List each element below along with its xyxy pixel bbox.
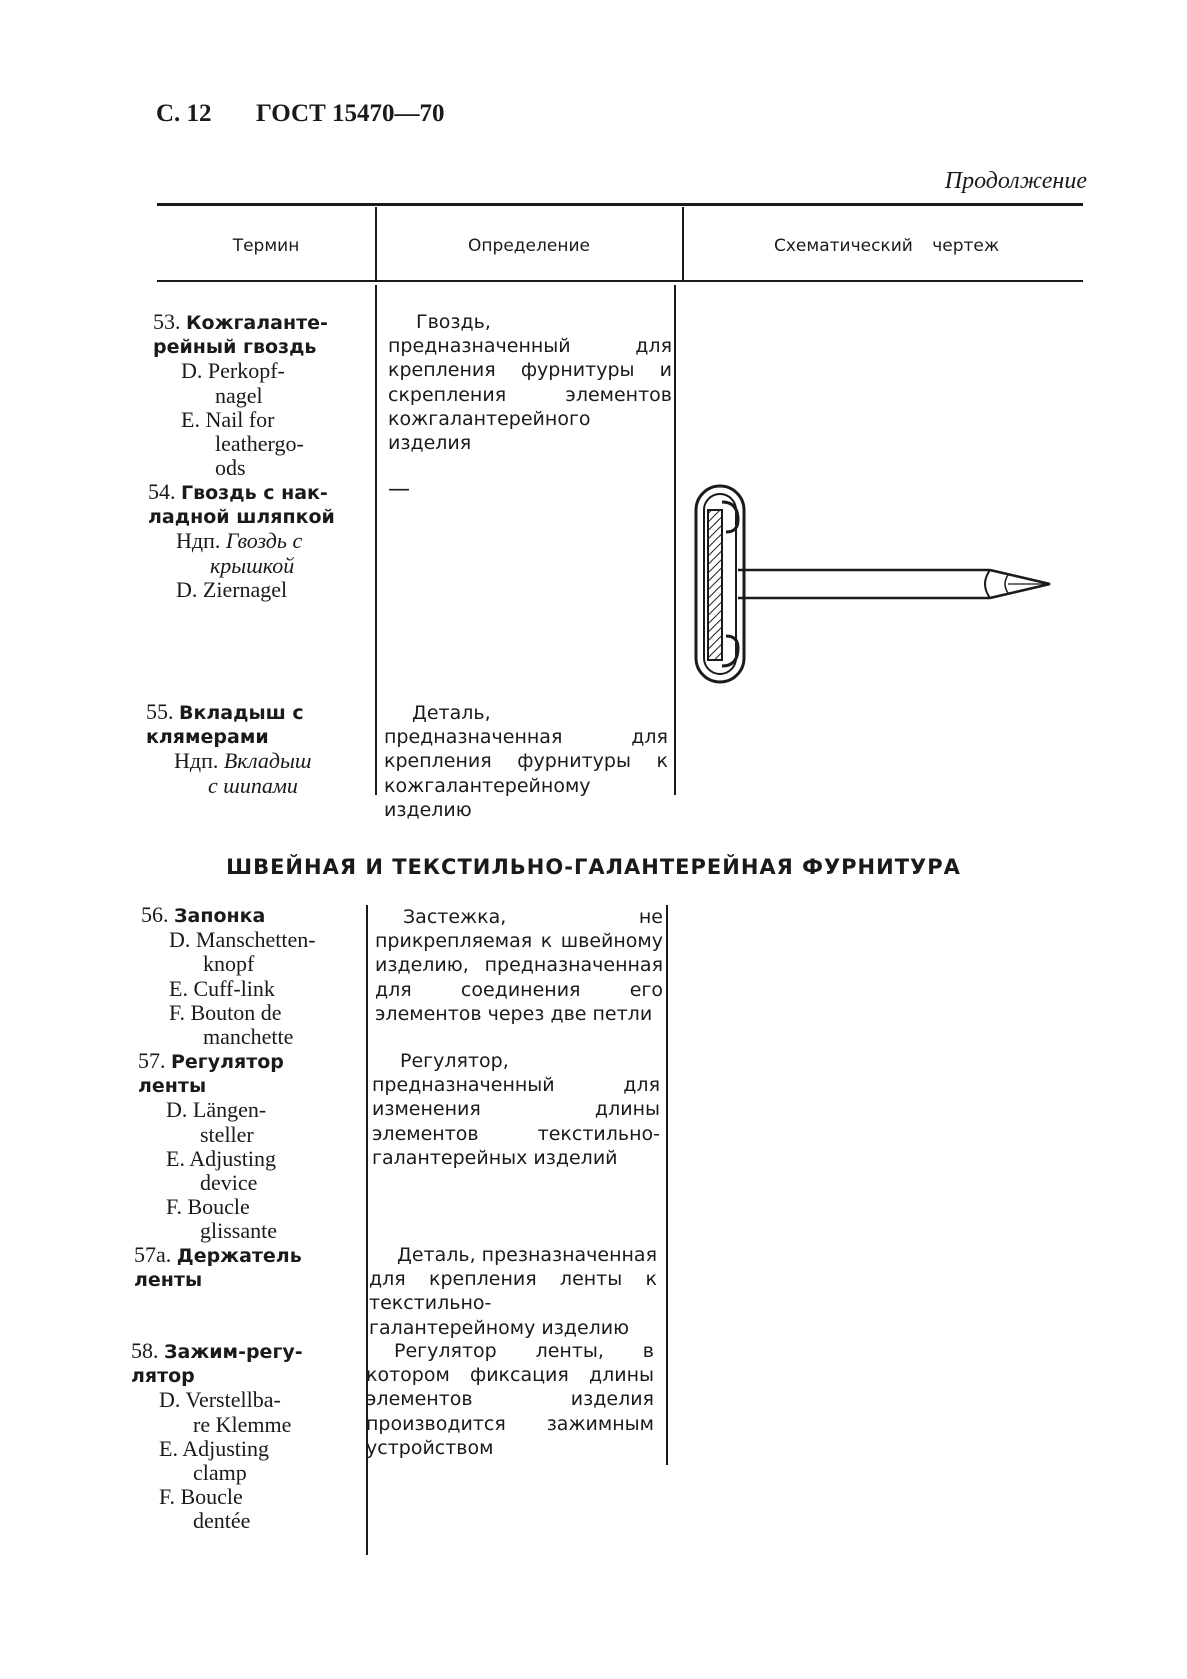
standard-number: ГОСТ 15470—70 [256, 100, 445, 127]
term-foreign: knopf [203, 951, 255, 977]
definition-58: Регулятор ленты, в котором фиксация длины элементов изделия производится зажимным устройством [366, 1340, 654, 1459]
term-foreign: clamp [193, 1460, 247, 1486]
ndp-term: крышкой [210, 552, 295, 578]
col-divider [674, 285, 676, 795]
term-title: Держатель [176, 1245, 302, 1267]
term-foreign: D. Verstellba- [159, 1387, 281, 1413]
term-number: 53. [153, 309, 181, 334]
term-number: 55. [146, 699, 174, 724]
nail-with-overlay-head-drawing [690, 480, 1060, 690]
term-number: 54. [148, 479, 176, 504]
term-title: ладной шляпкой [148, 506, 335, 529]
definition-56: Застежка, не прикрепляемая к швейному изделию, предназначенная для соединения его элементов через две петли [375, 906, 663, 1025]
term-53 [153, 310, 373, 480]
definition-57a: Деталь, презназначенная для крепления ленты к текстильно-галантерейному изделию [369, 1244, 658, 1339]
term-title: Регулятор [171, 1051, 284, 1073]
col-divider [682, 207, 684, 280]
ndp-label: Ндп. [174, 748, 219, 774]
term-56 [141, 903, 366, 1049]
term-54 [148, 480, 373, 602]
ndp-label: Ндп. [176, 528, 221, 554]
col-divider [666, 905, 668, 1465]
col-header-term: Термин [232, 236, 300, 256]
term-title: рейный гвоздь [153, 336, 317, 359]
ndp-term: Гвоздь с [225, 528, 303, 554]
term-foreign: ods [215, 455, 246, 481]
section-title: ШВЕЙНАЯ И ТЕКСТИЛЬНО-ГАЛАНТЕРЕЙНАЯ ФУРНИТУРА [226, 855, 961, 879]
term-foreign: D. Längen- [166, 1097, 267, 1123]
ndp-term: Вкладыш [223, 748, 312, 774]
term-58 [131, 1339, 364, 1534]
term-55 [146, 700, 374, 798]
term-title: клямерами [146, 726, 269, 749]
term-foreign: nagel [215, 382, 263, 408]
col-divider [375, 285, 377, 795]
term-title: лятор [131, 1365, 195, 1388]
term-title: Гвоздь с нак- [181, 482, 328, 504]
page-number: С. 12 [156, 100, 212, 127]
term-number: 58. [131, 1338, 159, 1363]
term-foreign: F. Bouton de [169, 999, 282, 1025]
term-number: 57. [138, 1048, 166, 1073]
term-foreign: D. Ziernagel [176, 576, 288, 602]
term-title: Кожгаланте- [186, 312, 328, 334]
term-number: 56. [141, 902, 169, 927]
term-foreign: E. Nail for [181, 406, 275, 432]
term-title: Зажим-регу- [164, 1341, 303, 1363]
term-foreign: glissante [200, 1218, 277, 1244]
term-number: 57а. [134, 1242, 172, 1267]
col-header-definition: Определение [468, 236, 590, 256]
term-title: ленты [134, 1269, 203, 1292]
definition-53: Гвоздь, предназначенный для крепления фурнитуры и скрепления элементов кожгалантерейного изделия [388, 311, 672, 455]
term-title: Вкладыш с [179, 702, 304, 724]
term-foreign: D. Manschetten- [169, 927, 316, 953]
term-foreign: F. Boucle [166, 1194, 250, 1220]
term-foreign: re Klemme [193, 1411, 292, 1437]
term-foreign: steller [200, 1121, 254, 1147]
term-57 [138, 1049, 364, 1244]
table-header-rule [157, 280, 1083, 282]
term-title: ленты [138, 1075, 207, 1098]
table-top-rule [157, 203, 1083, 206]
term-foreign: D. Perkopf- [181, 358, 285, 384]
ndp-term: с шипами [208, 772, 298, 798]
col-header-drawing: Схематический чертеж [774, 236, 1000, 256]
col-divider [375, 207, 377, 280]
term-foreign: E. Cuff-link [169, 975, 275, 1001]
term-foreign: E. Adjusting [159, 1435, 270, 1461]
term-foreign: manchette [203, 1024, 294, 1050]
term-foreign: F. Boucle [159, 1484, 243, 1510]
term-foreign: leathergo- [215, 431, 304, 457]
term-foreign: dentée [193, 1508, 251, 1534]
term-foreign: E. Adjusting [166, 1145, 277, 1171]
definition-57: Регулятор, предназначенный для изменения длины элементов текстильно-галантерейных изделий [372, 1050, 660, 1169]
term-57a [134, 1243, 364, 1292]
definition-55: Деталь, предназначенная для крепления фурнитуры к кожгалантерейному изделию [384, 702, 668, 821]
term-title: Запонка [174, 905, 266, 927]
term-foreign: device [200, 1170, 258, 1196]
continuation-label: Продолжение [944, 168, 1087, 194]
definition-54: — [388, 477, 410, 502]
